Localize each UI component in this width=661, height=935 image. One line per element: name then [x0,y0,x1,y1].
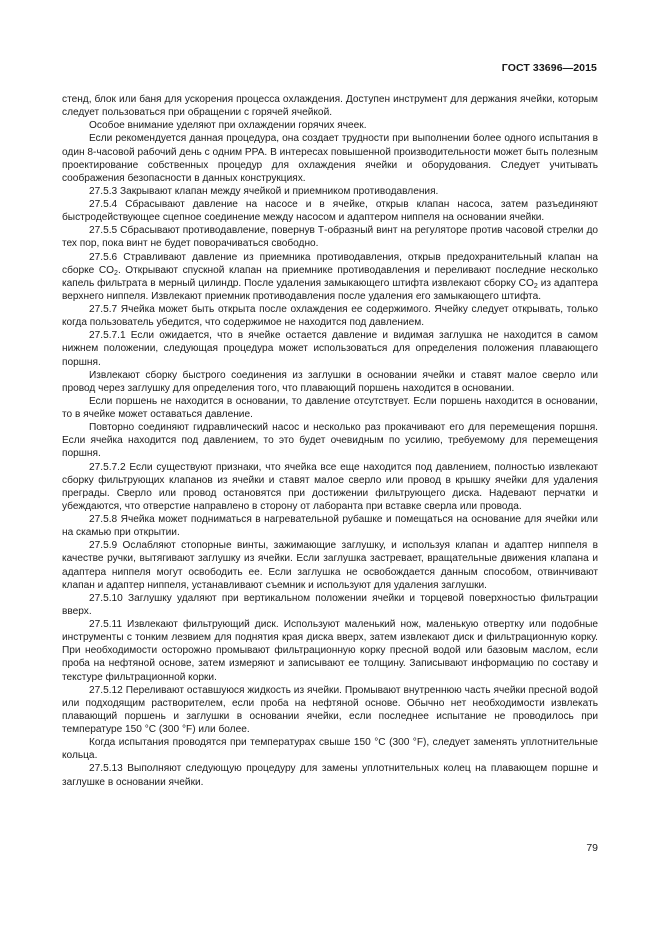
paragraph: Извлекают сборку быстрого соединения из заглушки в основании ячейки и ставят малое сверло или провод через заглушку для определения того, что плавающий поршень находится в основании. [62,369,598,394]
paragraph: Особое внимание уделяют при охлаждении горячих ячеек. [89,120,367,132]
clause-27-5-12: 27.5.12 Переливают оставшуюся жидкость из ячейки. Промывают внутреннюю часть ячейки пресной водой или подходящим растворителем, если проба на нефтяной основе. Обычно нет необходимости извлекать плавающий поршень и заглушки в основании ячейки, если последнее испытание не проводилось при температуре 150 °С (300 °F) или более. [62,684,598,735]
paragraph: Когда испытания проводятся при температурах свыше 150 °С (300 °F), следует заменять уплотнительные кольца. [62,737,598,762]
standard-header: ГОСТ 33696—2015 [501,62,597,74]
page-number: 79 [586,842,598,854]
clause-27-5-9: 27.5.9 Ослабляют стопорные винты, зажимающие заглушку, и используя клапан и адаптер ниппеля в качестве ручки, вытягивают заглушку из ячейки. Если заглушка застревает, вращательные движения клапана и адаптера ниппеля могут освободить ее. Если заглушка не освобождается данным способом, отвинчивают клапан и адаптер ниппеля, устанавливают съемник и используют для удаления заглушки. [62,540,598,591]
clause-text: из адаптера верхнего ниппеля. Извлекают приемник противодавления после удаления его замыкающего штифта. [62,277,598,302]
paragraph: стенд, блок или баня для ускорения процесса охлаждения. Доступен инструмент для держания ячейки, которым следует пользоваться при обращении с горячей ячейкой. [62,94,598,119]
subscript: 2 [114,269,118,277]
clause-27-5-3: 27.5.3 Закрывают клапан между ячейкой и приемником противодавления. [89,185,439,197]
document-body [62,93,598,789]
paragraph: Повторно соединяют гидравлический насос и несколько раз прокачивают его для перемещения поршня. Если ячейка находится под давлением, то это будет очевидным по усилию, требуемому для перемещения поршня. [62,422,598,460]
clause-27-5-6 [62,251,598,304]
clause-text: . Открывают спускной клапан на приемнике противодавления и переливают последние несколько капель фильтрата в мерный цилиндр. После удаления замыкающего штифта извлекают сборку CO [62,264,598,289]
paragraph: Если рекомендуется данная процедура, она создает трудности при выполнении более одного испытания в один 8-часовой рабочий день с одним PPA. В интересах повышенной производительности может быть полезным проектирование собственных процедур для охлаждения ячейки и оборудования. Следует учитывать соображения безопасности в данных конструкциях. [62,133,598,184]
clause-27-5-7: 27.5.7 Ячейка может быть открыта после охлаждения ее содержимого. Ячейку следует открывать, только когда пользователь убедится, что содержимое не находится под давлением. [62,304,598,329]
paragraph: Если поршень не находится в основании, то давление отсутствует. Если поршень находится в основании, то в ячейке может оставаться давление. [62,395,598,420]
clause-text: 27.5.6 Стравливают давление из приемника противодавления, открыв предохранительный клапан на сборке CO [62,251,598,276]
clause-27-5-11: 27.5.11 Извлекают фильтрующий диск. Используют маленький нож, маленькую отвертку или подобные инструменты с тонким лезвием для поднятия края диска вверх, затем извлекают диск и фильтрационную корку. При необходимости осторожно промывают фильтрационную корку пресной водой или базовым маслом, если проба на нефтяной основе, затем измеряют и записывают ее толщину. Записывают информацию по составу и текстуре фильтрационной корки. [62,619,598,683]
clause-27-5-10: 27.5.10 Заглушку удаляют при вертикальном положении ячейки и торцевой поверхностью фильтрации вверх. [62,592,598,617]
clause-27-5-4: 27.5.4 Сбрасывают давление на насосе и в ячейке, открыв клапан насоса, затем разъединяют быстродействующее сцепное соединение между насосом и адаптером ниппеля на основании ячейки. [62,199,598,224]
clause-27-5-8: 27.5.8 Ячейка может подниматься в нагревательной рубашке и помещаться на основание для ячейки или на скамью при открытии. [62,514,598,539]
clause-27-5-5: 27.5.5 Сбрасывают противодавление, повернув Т-образный винт на регуляторе против часовой стрелки до тех пор, пока винт не будет поворачиваться свободно. [62,225,598,250]
clause-27-5-7-2: 27.5.7.2 Если существуют признаки, что ячейка все еще находится под давлением, полностью извлекают сборку фильтрующих клапанов из ячейки и ставят малое сверло или провод в крышку ячейки для удаления преграды. Сверло или провод остановятся при достижении фильтрующего диска. Надевают перчатки и убеждаются, что отверстие направлено в сторону от лаборанта при вставке сверла или провода. [62,461,598,512]
clause-27-5-7-1: 27.5.7.1 Если ожидается, что в ячейке остается давление и видимая заглушка не находится в самом нижнем положении, следующая процедура может использоваться для определения положения плавающего поршня. [62,330,598,368]
subscript: 2 [533,282,538,290]
clause-27-5-13: 27.5.13 Выполняют следующую процедуру для замены уплотнительных колец на плавающем поршне и заглушке в основании ячейки. [62,763,598,788]
